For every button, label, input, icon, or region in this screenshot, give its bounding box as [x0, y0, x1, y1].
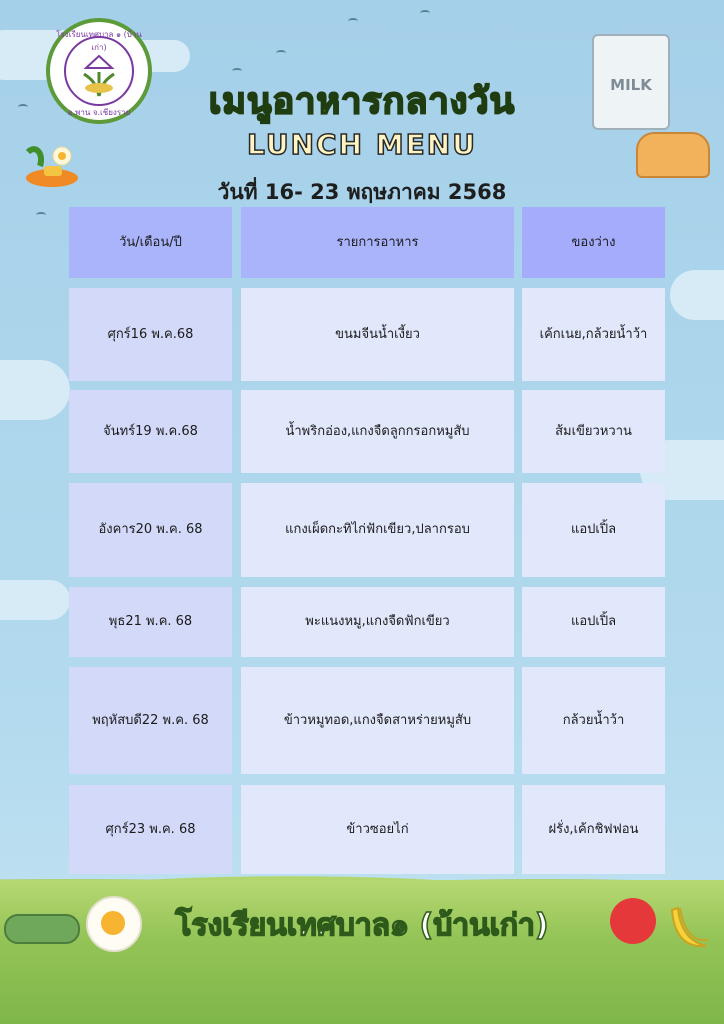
- cloud: [0, 360, 70, 420]
- row-food: น้ำพริกอ่อง,แกงจืดลูกกรอกหมูสับ: [241, 390, 514, 473]
- row-food: แกงเผ็ดกะทิไก่ฟักเขียว,ปลากรอบ: [241, 483, 514, 577]
- row-date: [69, 390, 232, 473]
- date-value: 16 พ.ค.68: [130, 326, 194, 342]
- date-value: 19 พ.ค.68: [135, 423, 198, 439]
- day-name: จันทร์: [103, 423, 136, 439]
- date-range: วันที่ 16- 23 พฤษภาคม 2568: [217, 180, 507, 204]
- page-title-english: LUNCH MENU: [247, 128, 477, 161]
- cucumber-icon: [4, 914, 80, 944]
- day-name: อังคาร: [98, 522, 136, 537]
- header-snack: ของว่าง: [522, 207, 665, 278]
- day-name: ศุกร์: [105, 821, 129, 837]
- row-food: ข้าวซอยไก่: [241, 785, 514, 874]
- banana-icon: [666, 902, 710, 952]
- row-food: พะแนงหมู,แกงจืดฟักเขียว: [241, 587, 514, 657]
- day-name: ศุกร์: [107, 326, 131, 342]
- day-name: พฤหัสบดี: [92, 712, 142, 728]
- row-snack: แอปเปิ้ล: [522, 483, 665, 577]
- page-title-thai: เมนูอาหารกลางวัน: [208, 81, 516, 122]
- row-date: [69, 483, 232, 577]
- row-snack: แอปเปิ้ล: [522, 587, 665, 657]
- cloud: [0, 580, 70, 620]
- date-value: 22 พ.ค. 68: [141, 712, 209, 728]
- bird-icon: [348, 18, 358, 24]
- row-snack: เค้กเนย,กล้วยน้ำว้า: [522, 288, 665, 381]
- row-date: [69, 587, 232, 657]
- logo-top-text: โรงเรียนเทศบาล ๑ (บ้านเก่า): [56, 30, 142, 52]
- bird-icon: [36, 212, 46, 218]
- row-food: ขนมจีนน้ำเงี้ยว: [241, 288, 514, 381]
- row-food: ข้าวหมูทอด,แกงจืดสาหร่ายหมูสับ: [241, 667, 514, 774]
- day-name: พุธ: [108, 614, 126, 629]
- header-date: วัน/เดือน/ปี: [69, 207, 232, 278]
- row-snack: ฝรั่ง,เค้กชิฟฟอน: [522, 785, 665, 874]
- row-snack: ส้มเขียวหวาน: [522, 390, 665, 473]
- cloud: [670, 270, 724, 320]
- date-value: 23 พ.ค. 68: [128, 821, 196, 837]
- date-value: 20 พ.ค. 68: [135, 522, 203, 537]
- apple-icon: [610, 898, 656, 944]
- row-snack: กล้วยน้ำว้า: [522, 667, 665, 774]
- bird-icon: [420, 10, 430, 16]
- footer-school-name: โรงเรียนเทศบาล๑ (บ้านเก่า): [175, 908, 549, 943]
- fried-egg-icon: [86, 896, 142, 952]
- egg-yolk: [101, 911, 125, 935]
- milk-label: MILK: [610, 76, 652, 94]
- bird-icon: [276, 50, 286, 56]
- row-date: [69, 667, 232, 774]
- row-date: [69, 288, 232, 381]
- logo-bottom-text: อ.พาน จ.เชียงราย: [67, 108, 131, 117]
- row-date: [69, 785, 232, 874]
- date-value: 21 พ.ค. 68: [125, 614, 193, 629]
- header-food: รายการอาหาร: [241, 207, 514, 278]
